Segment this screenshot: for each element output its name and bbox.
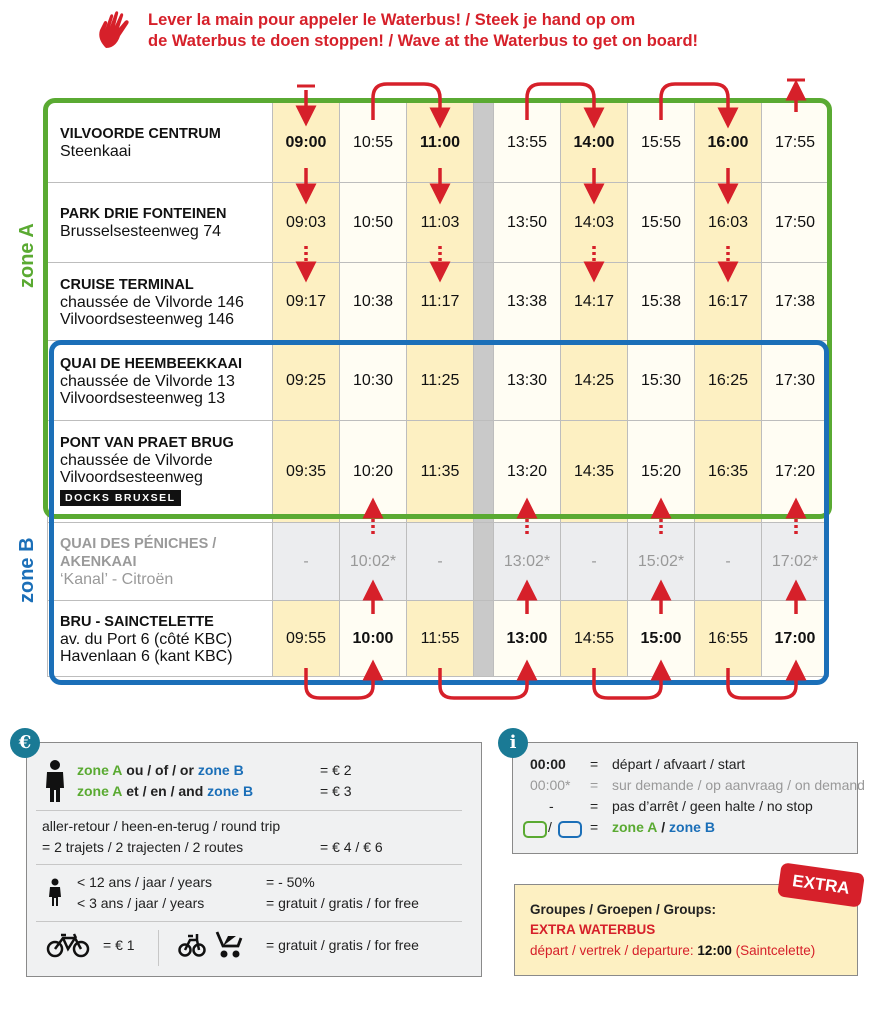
extra-departure — [530, 943, 815, 958]
time-cell: 13:20 — [494, 421, 561, 523]
both-price: = € 3 — [320, 783, 352, 799]
eq-sign: = — [590, 798, 599, 814]
time-cell: 14:35 — [561, 421, 628, 523]
time-cell: 09:17 — [273, 263, 340, 341]
time-cell: 17:55 — [762, 103, 829, 183]
time-cell: 13:38 — [494, 263, 561, 341]
time-cell: 14:03 — [561, 183, 628, 263]
extra-title: EXTRA WATERBUS — [530, 922, 656, 937]
time-cell: 17:00 — [762, 601, 829, 677]
zone-b-swatch — [558, 821, 582, 838]
time-cell: 11:35 — [407, 421, 474, 523]
stop-name: QUAI DE HEEMBEEKKAAI — [60, 355, 243, 372]
single-price: = € 2 — [320, 762, 352, 778]
divider — [36, 921, 462, 922]
time-cell: 14:25 — [561, 341, 628, 421]
zone-b-text: zone B — [207, 783, 254, 799]
zone-a-text: zone A — [77, 762, 123, 778]
loop-arrow — [594, 668, 661, 698]
time-cell: 10:50 — [340, 183, 407, 263]
time-cell: 14:00 — [561, 103, 628, 183]
time-cell: - — [561, 523, 628, 601]
kids-bike-price: = gratuit / gratis / for free — [266, 937, 419, 953]
banner-line-2: de Waterbus te doen stoppen! / Wave at the Waterbus to get on board! — [148, 32, 699, 50]
time-cell: 17:02* — [762, 523, 829, 601]
stop-address: ‘Kanal’ - Citroën — [60, 571, 174, 588]
time-cell: 17:38 — [762, 263, 829, 341]
bicycle-icon — [46, 932, 90, 958]
docks-bruxsel-logo: DOCKS BRUXSEL — [60, 490, 181, 506]
time-cell: 17:20 — [762, 421, 829, 523]
eq-sign: = — [590, 777, 599, 793]
time-cell: 10:30 — [340, 341, 407, 421]
extra-time: 12:00 — [697, 943, 732, 958]
stop-address: chaussée de Vilvorde — [60, 451, 213, 469]
time-cell: 15:38 — [628, 263, 695, 341]
time-cell: 15:02* — [628, 523, 695, 601]
or-text: ou / of / or — [126, 762, 194, 778]
under-3-price: = gratuit / gratis / for free — [266, 895, 419, 911]
extra-tag: EXTRA — [777, 862, 865, 907]
stop-address: Steenkaai — [60, 143, 132, 160]
stop-address: av. du Port 6 (côté KBC) — [60, 630, 233, 648]
zone-b-text: zone B — [197, 762, 244, 778]
eq-sign: = — [590, 819, 599, 835]
time-cell: 15:55 — [628, 103, 695, 183]
extra-place: (Saintcelette) — [735, 943, 816, 958]
slash: / — [548, 819, 552, 835]
time-cell: 15:20 — [628, 421, 695, 523]
time-cell: 15:50 — [628, 183, 695, 263]
stop-address-2: Havenlaan 6 (kant KBC) — [60, 647, 233, 665]
nostop-text: pas d’arrêt / geen halte / no stop — [612, 798, 813, 814]
zone-b-text: zone B — [669, 819, 715, 835]
stop-address: chaussée de Vilvorde 13 — [60, 372, 235, 390]
time-cell: 11:00 — [407, 103, 474, 183]
time-cell: 11:03 — [407, 183, 474, 263]
loop-arrow — [661, 84, 728, 120]
demand-text: sur demande / op aanvraag / on demand — [612, 777, 865, 793]
time-cell: 15:30 — [628, 341, 695, 421]
groups-label: Groupes / Groepen / Groups: — [530, 902, 717, 917]
loop-arrow — [728, 668, 796, 698]
zone-legend-line — [612, 819, 715, 835]
stop-name: VILVOORDE CENTRUM — [60, 126, 221, 142]
zone-a-swatch — [523, 821, 547, 838]
time-cell: 17:50 — [762, 183, 829, 263]
time-cell: 09:00 — [273, 103, 340, 183]
zone-single-line — [77, 762, 244, 778]
time-cell: 14:55 — [561, 601, 628, 677]
round-trip-price: = € 4 / € 6 — [320, 839, 383, 855]
time-cell: 10:02* — [340, 523, 407, 601]
time-cell: - — [695, 523, 762, 601]
stop-name: PONT VAN PRAET BRUG — [60, 434, 234, 451]
loop-arrow — [373, 84, 440, 120]
time-cell: 13:55 — [494, 103, 561, 183]
time-cell: 13:30 — [494, 341, 561, 421]
stop-address-2: Vilvoordsesteenweg — [60, 468, 203, 486]
time-cell: 16:03 — [695, 183, 762, 263]
stop-name: PARK DRIE FONTEINEN — [60, 206, 227, 222]
time-cell: 11:17 — [407, 263, 474, 341]
under-12-label: < 12 ans / jaar / years — [77, 874, 213, 890]
stop-name: QUAI DES PÉNICHES / — [60, 536, 217, 552]
time-cell: 09:03 — [273, 183, 340, 263]
bike-price: = € 1 — [103, 937, 135, 953]
child-icon — [48, 878, 62, 906]
departure-label: départ / vertrek / departure: — [530, 943, 694, 958]
time-cell: 13:00 — [494, 601, 561, 677]
slash: / — [661, 819, 666, 835]
under-12-price: = - 50% — [266, 874, 315, 890]
stop-address-2: Vilvoordsesteenweg 13 — [60, 389, 226, 407]
zone-a-label: zone A — [16, 223, 38, 288]
time-cell: 10:00 — [340, 601, 407, 677]
info-icon: i — [498, 728, 528, 758]
eq-sign: = — [590, 756, 599, 772]
time-cell: 16:35 — [695, 421, 762, 523]
loop-arrow — [440, 668, 527, 698]
stop-address-2: Vilvoordsesteenweg 146 — [60, 310, 235, 328]
time-cell: 14:17 — [561, 263, 628, 341]
zone-a-text: zone A — [77, 783, 123, 799]
time-cell: 09:55 — [273, 601, 340, 677]
stop-name: BRU - SAINCTELETTE — [60, 613, 214, 630]
time-cell: 16:17 — [695, 263, 762, 341]
stop-name: CRUISE TERMINAL — [60, 276, 194, 293]
time-cell: 11:25 — [407, 341, 474, 421]
time-cell: - — [273, 523, 340, 601]
divider — [36, 864, 462, 865]
nostop-code: - — [549, 798, 554, 814]
demand-code: 00:00* — [530, 777, 571, 793]
time-cell: 16:55 — [695, 601, 762, 677]
divider — [36, 810, 462, 811]
time-cell: 10:20 — [340, 421, 407, 523]
time-cell: 13:50 — [494, 183, 561, 263]
stop-address: Brusselsesteenweg 74 — [60, 223, 221, 240]
time-cell: 17:30 — [762, 341, 829, 421]
round-trip-label: aller-retour / heen-en-terug / round trip — [42, 818, 281, 834]
kids-bike-icon — [178, 930, 206, 958]
loop-arrow — [306, 668, 373, 698]
zone-b-label: zone B — [16, 537, 38, 603]
adult-person-icon — [44, 760, 66, 802]
depart-text: départ / afvaart / start — [612, 756, 746, 772]
time-cell: 16:00 — [695, 103, 762, 183]
and-text: et / en / and — [126, 783, 204, 799]
time-cell: 11:55 — [407, 601, 474, 677]
time-cell: 15:00 — [628, 601, 695, 677]
loop-arrow — [527, 84, 594, 120]
stop-name-2: AKENKAAI — [60, 554, 137, 570]
zone-a-text: zone A — [612, 819, 658, 835]
banner-line-1: Lever la main pour appeler le Waterbus! / Steek je hand op om — [148, 11, 636, 29]
time-cell: 10:38 — [340, 263, 407, 341]
time-cell: 16:25 — [695, 341, 762, 421]
time-cell: 09:35 — [273, 421, 340, 523]
euro-icon: € — [10, 728, 40, 758]
time-cell: 10:55 — [340, 103, 407, 183]
trips-label: = 2 trajets / 2 trajecten / 2 routes — [42, 839, 244, 855]
under-3-label: < 3 ans / jaar / years — [77, 895, 205, 911]
time-cell: - — [407, 523, 474, 601]
time-cell: 09:25 — [273, 341, 340, 421]
zone-both-line — [77, 783, 253, 799]
time-cell: 13:02* — [494, 523, 561, 601]
stroller-icon — [214, 928, 244, 960]
stop-address: chaussée de Vilvorde 146 — [60, 293, 244, 311]
divider — [158, 930, 159, 966]
depart-code: 00:00 — [530, 756, 566, 772]
